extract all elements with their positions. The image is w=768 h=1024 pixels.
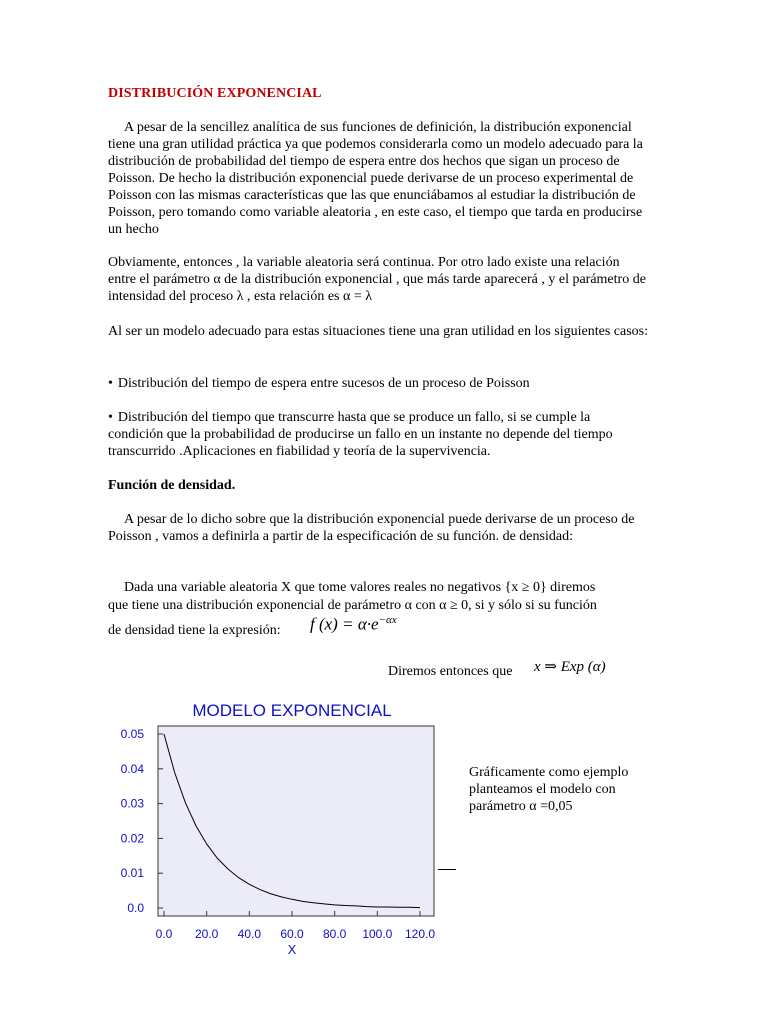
bullet-icon: •	[108, 410, 113, 425]
x-tick-label: 80.0	[322, 927, 347, 941]
x-tick-label: 60.0	[280, 927, 304, 941]
x-tick-label: 100.0	[362, 927, 393, 941]
exponential-chart-svg	[116, 693, 446, 963]
bullet-item-1-text: Distribución del tiempo de espera entre sucesos de un proceso de Poisson	[117, 376, 530, 391]
density-formula-base: f (x) = α·e	[310, 614, 379, 634]
y-tick-label: 0.03	[120, 796, 144, 811]
chart-title: MODELO EXPONENCIAL	[192, 701, 392, 720]
bullet-icon: •	[108, 376, 113, 391]
diremos-text: Diremos entonces que	[388, 664, 513, 679]
x-tick-label: 40.0	[237, 927, 262, 941]
paragraph-use-cases: Al ser un modelo adecuado para estas situaciones tiene una gran utilidad en los siguientes casos:	[108, 324, 649, 339]
y-axis	[121, 727, 163, 915]
x-tick-label: 0.0	[155, 927, 173, 941]
y-tick-label: 0.05	[120, 727, 144, 741]
y-tick-label: 0.01	[120, 866, 144, 881]
y-tick-label: 0.0	[127, 901, 144, 915]
paragraph-alpha-lambda: Obviamente, entonces , la variable aleatoria será continua. Por otro lado existe una relación entre el parámetro α de la distribución exponencial , que más tarde aparecerá , y el parámetro de intensidad del proceso λ , esta relación es α = λ	[108, 255, 646, 304]
document-title: DISTRIBUCIÓN EXPONENCIAL	[108, 86, 322, 101]
paragraph-variable-line2: que tiene una distribución exponencial de parámetro α con α ≥ 0, si y sólo si su función	[108, 598, 597, 613]
density-formula-exponent: −αx	[378, 614, 397, 626]
x-tick-label: 120.0	[404, 927, 436, 941]
chart-caption: Gráficamente como ejemplo planteamos el modelo con parámetro α =0,05	[469, 765, 629, 814]
y-tick-label: 0.02	[120, 831, 144, 846]
paragraph-variable-line3: de densidad tiene la expresión:	[108, 623, 281, 638]
paragraph-variable-line1: Dada una variable aleatoria X que tome valores reales no negativos {x ≥ 0} diremos	[124, 580, 596, 595]
bullet-item-1	[108, 375, 648, 392]
paragraph-definition: A pesar de lo dicho sobre que la distribución exponencial puede derivarse de un proceso de Poisson , vamos a definirla a partir de la especificación de su función. de densidad:	[108, 512, 635, 544]
density-formula	[310, 614, 397, 635]
distribution-notation: x ⇒ Exp (α)	[534, 659, 606, 675]
divider-dash	[438, 869, 456, 870]
y-tick-label: 0.04	[120, 761, 144, 776]
density-heading: Función de densidad.	[108, 478, 236, 493]
intro-paragraph: A pesar de la sencillez analítica de sus funciones de definición, la distribución exponencial tiene una gran utilidad práctica ya que podemos considerarla como un modelo adecuado para la distribución de probabilidad del tiempo de espera entre dos hechos que sigan un proceso de Poisson. De hecho la distribución exponencial puede derivarse de un proceso experimental de Poisson con las mismas características que las que enunciábamos al estudiar la distribución de Poisson, pero tomando como variable aleatoria , en este caso, el tiempo que tarda en producirse un hecho	[108, 120, 643, 237]
x-axis-label: X	[287, 942, 297, 957]
bullet-item-2	[108, 409, 648, 460]
plot-area	[158, 726, 434, 916]
bullet-item-2-text: Distribución del tiempo que transcurre hasta que se produce un fallo, si se cumple la condición que la probabilidad de producirse un fallo en un instante no depende del tiempo transcurrido .Aplicaciones en fiabilidad y teoría de la supervivencia.	[108, 410, 613, 459]
exponential-chart	[116, 693, 446, 963]
x-tick-label: 20.0	[194, 927, 219, 941]
